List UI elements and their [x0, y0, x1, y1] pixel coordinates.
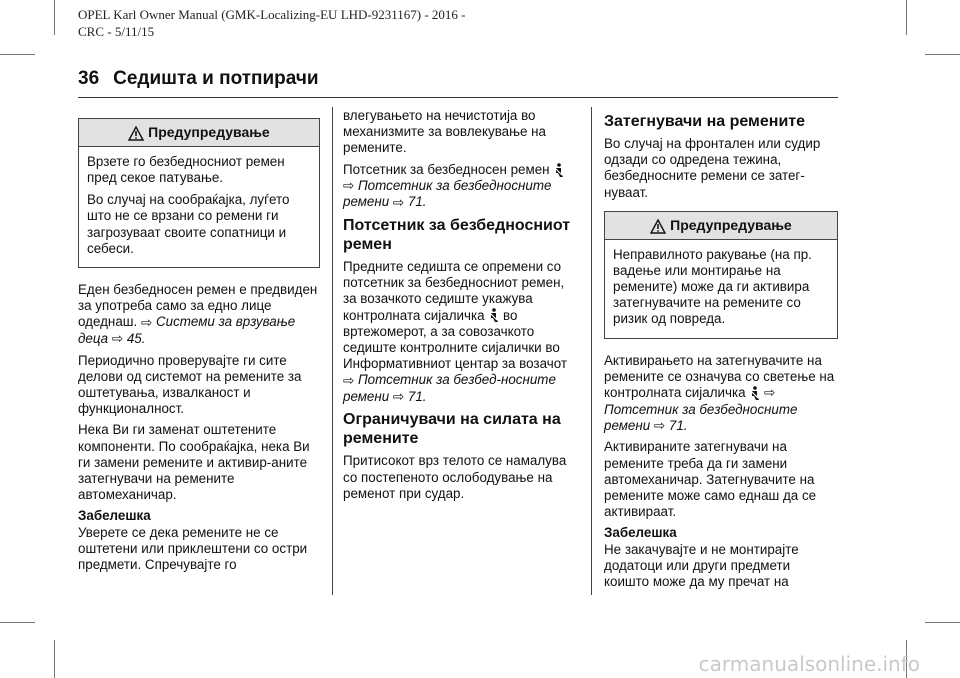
- paragraph: Нека Ви ги заменат оштетените компоненти. По сообраќајка, нека Ви ги замени ремените и активир-аните затегнувачи на ремените автомеханичар.: [78, 422, 310, 503]
- cross-reference-icon: ⇨: [653, 418, 666, 434]
- cross-reference-icon: ⇨: [392, 194, 405, 210]
- page-title: Седишта и потпирачи: [113, 68, 319, 89]
- warning-title: Предупредување: [148, 124, 270, 140]
- paragraph: [343, 162, 579, 211]
- header-line-1: OPEL Karl Owner Manual (GMK-Localizing-EU LHD-9231167) - 2016 -: [78, 7, 466, 22]
- cross-reference-icon: ⇨: [392, 389, 405, 405]
- section-heading: Ограничувачи на силата на ремените: [343, 411, 561, 448]
- watermark: carmanualsonline.info: [698, 652, 920, 676]
- warning-icon: [128, 126, 144, 141]
- cross-reference-icon: ⇨: [140, 314, 153, 330]
- note-title: Забелешка: [604, 525, 677, 541]
- warning-title: Предупредување: [670, 216, 792, 233]
- paragraph: Притисокот врз телото се намалува со постепеното ослободување на ременот при судар.: [343, 453, 567, 501]
- seatbelt-icon: [749, 386, 760, 401]
- cross-reference-icon: ⇨: [343, 372, 355, 388]
- crop-mark: [0, 622, 35, 623]
- cross-reference-link[interactable]: Потсетник за безбед-носните ремени: [343, 372, 556, 404]
- crop-mark: [925, 622, 960, 623]
- seatbelt-icon: [488, 308, 499, 323]
- page-reference[interactable]: 45.: [126, 330, 146, 346]
- header-line-2: CRC - 5/11/15: [78, 24, 155, 39]
- note-text: Уверете се дека ремените не се оштетени или приклештени со остри предмети. Спречувајте го: [78, 524, 308, 572]
- cross-reference-icon: ⇨: [764, 385, 776, 401]
- crop-mark: [925, 54, 960, 55]
- cross-reference-icon: ⇨: [343, 178, 355, 194]
- page-reference[interactable]: 71.: [407, 388, 427, 404]
- page-reference[interactable]: 71.: [407, 194, 427, 210]
- paragraph-text: Потсетник за безбедносен ремен: [343, 161, 550, 177]
- document-header: [78, 6, 466, 40]
- note-title: Забелешка: [78, 508, 151, 524]
- paragraph-text: Предните седишта се опремени со потсетник за безбедносниот ремен, за возачкото седиште укажува контролната сијаличка: [343, 258, 565, 323]
- warning-header: [79, 119, 319, 147]
- column-1: [78, 108, 320, 578]
- section-heading: Потсетник за безбедносниот ремен: [343, 216, 571, 253]
- paragraph-text: Активирањето на затегнувачите на ремените се означува со светење на контролната сијаличка: [604, 352, 835, 401]
- paragraph: влегувањето на нечистотија во механизмите за вовлекување на ремените.: [343, 108, 546, 156]
- note-text: Не закачувајте и не монтирајте додатоци или други предмети коишто може да му пречат на: [604, 541, 799, 589]
- paragraph: [604, 353, 838, 435]
- paragraph: Во случај на фронтален или судир одзади со одредена тежина, безбедносните ремени се затег-нуваат.: [604, 136, 821, 200]
- warning-icon: [650, 219, 666, 234]
- crop-mark: [906, 0, 907, 35]
- cross-reference-link[interactable]: Потсетник за безбедносните ремени: [604, 401, 798, 433]
- paragraph: Периодично проверувајте ги сите делови од системот на ремените за оштетувања, извалканост и функционалност.: [78, 352, 302, 417]
- column-2: [343, 108, 579, 507]
- crop-mark: [54, 640, 55, 678]
- crop-mark: [0, 54, 35, 55]
- cross-reference-link[interactable]: Потсетник за безбедносните ремени: [343, 177, 552, 210]
- heading-rule: [78, 97, 838, 98]
- cross-reference-link[interactable]: Системи за врзување деца: [78, 314, 296, 346]
- warning-text: Врзете го безбедносниот ремен пред секое патување.: [87, 153, 285, 185]
- page-reference[interactable]: 71.: [668, 417, 688, 433]
- paragraph: [78, 282, 320, 348]
- page-number: 36: [78, 68, 100, 89]
- warning-text: Неправилното ракување (на пр. вадење или монтирање на ремените) може да ги активира затегнувачите на ремените со ризик од повреда.: [613, 246, 812, 327]
- column-3: [604, 108, 838, 595]
- column-divider: [591, 107, 592, 595]
- warning-box: [78, 118, 320, 268]
- warning-text: Во случај на сообраќајка, луѓето што не се врзани со ремени ги загрозуваат своите сопатници и себеси.: [87, 192, 290, 256]
- warning-box: [604, 211, 838, 339]
- column-divider: [332, 107, 333, 595]
- cross-reference-icon: ⇨: [111, 331, 124, 347]
- paragraph: Активираните затегнувачи на ремените треба да ги замени автомеханичар. Затегнувачите на ремените може само еднаш да се активираат.: [604, 439, 817, 520]
- page-heading: [78, 68, 319, 90]
- section-heading: Затегнувачи на ремените: [604, 113, 806, 130]
- paragraph: [343, 259, 579, 406]
- warning-header: [605, 212, 837, 240]
- seatbelt-icon: [553, 163, 564, 178]
- crop-mark: [54, 0, 55, 35]
- paragraph-text: Еден безбедносен ремен е предвиден за употреба само за едно лице одеднаш.: [78, 282, 318, 330]
- paragraph-text: во вртежомерот, а за совозачкото седиште контролните сијалички во Информативниот центар за возачот: [343, 307, 567, 372]
